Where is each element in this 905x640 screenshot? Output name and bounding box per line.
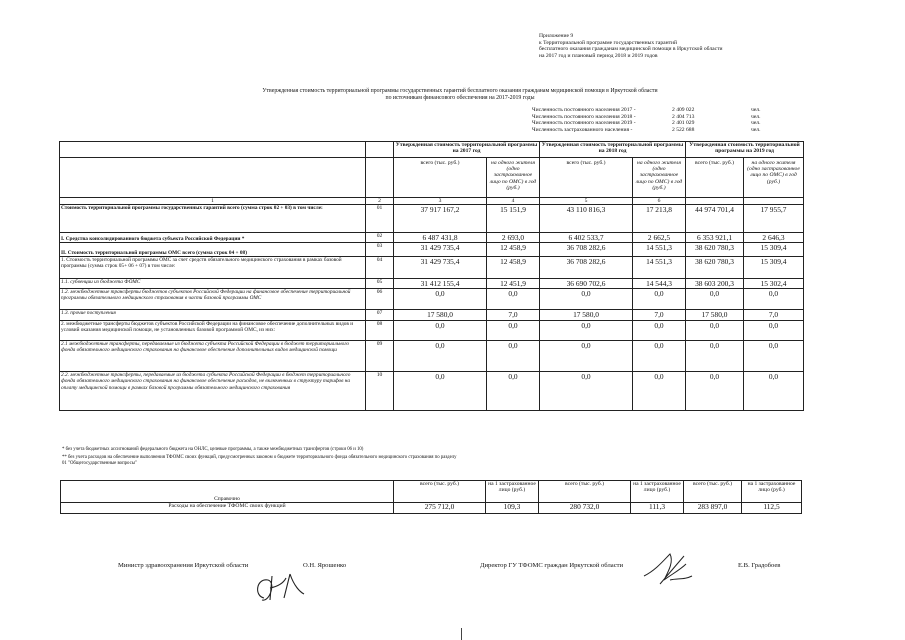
- row-value: 0,0: [633, 341, 686, 372]
- reference-header-total: всего (тыс. руб.): [684, 481, 742, 503]
- row-label: 2.2. межбюджетные трансферты, передаваемые из бюджета субъекта Российской Федерации в бюджет территориального фонда обязательного медицинского страхования на финансовое обеспечение расходов, не включенных в структуру тарифов на оплату медицинской помощи в рамках базовой программы обязательного медицинского страхования: [60, 372, 366, 411]
- reference-row-label: Расходы на обеспечение ТФОМС своих функций: [61, 503, 394, 514]
- row-label: 2. межбюджетные трансферты бюджетов субъектов Российской Федерации на финансовое обеспечение дополнительных видов и условий оказания медицинской помощи, не установленных базовой программой ОМС, из них:: [60, 321, 366, 341]
- reference-value: 283 897,0: [684, 503, 742, 514]
- header-empty: [60, 142, 366, 158]
- population-unit: чел.: [751, 120, 761, 127]
- fold-mark: [461, 628, 462, 640]
- reference-header-per: на 1 застрахованное лицо (руб.): [742, 481, 802, 503]
- row-value: 14 544,3: [633, 279, 686, 289]
- row-value: 0,0: [686, 321, 744, 341]
- row-value: 6 353 921,1: [686, 233, 744, 243]
- population-row: [532, 107, 767, 114]
- row-value: 0,0: [744, 289, 804, 310]
- left-signatory-name: О.Н. Ярошенко: [303, 562, 347, 569]
- row-value: 38 603 200,3: [686, 279, 744, 289]
- appendix-line: к Территориальной программе государственных гарантий: [539, 39, 678, 46]
- row-value: 0,0: [633, 321, 686, 341]
- population-label: Численность застрахованного населения -: [532, 126, 633, 133]
- row-value: 31 429 735,4: [394, 257, 487, 279]
- population-unit: чел.: [751, 113, 761, 120]
- row-value: 0,0: [394, 289, 487, 310]
- left-signatory-title: Министр здравоохранения Иркутской области: [118, 562, 249, 569]
- header-total: всего (тыс. руб.): [686, 158, 744, 198]
- row-value: 36 690 702,6: [540, 279, 633, 289]
- row-value: 17 580,0: [540, 310, 633, 321]
- footnote: ** без учета расходов на обеспечение выполнения ТФОМС своих функций, предусмотренных законом о бюджете территориального фонда обязательного медицинского страхования по разделу: [62, 455, 457, 460]
- row-value: 44 974 701,4: [686, 205, 744, 233]
- row-value: 15 302,4: [744, 279, 804, 289]
- row-code: 10: [366, 372, 394, 411]
- reference-header-per: на 1 застрахованное лицо (руб.): [486, 481, 539, 503]
- row-value: 0,0: [686, 289, 744, 310]
- population-value: 2 404 713: [672, 113, 695, 120]
- table-row: [60, 289, 804, 310]
- row-value: 37 917 167,2: [394, 205, 487, 233]
- population-block: [532, 107, 767, 133]
- header-empty: [366, 158, 394, 198]
- row-value: 0,0: [540, 372, 633, 411]
- row-code: 09: [366, 341, 394, 372]
- row-value: 0,0: [633, 289, 686, 310]
- row-value: 0,0: [633, 372, 686, 411]
- row-value: 14 551,3: [633, 257, 686, 279]
- row-value: 36 708 282,6: [540, 257, 633, 279]
- table-row: [60, 205, 804, 233]
- header-per-person: на одного жителя (одно застрахованное лицо по ОМС) в год (руб.): [487, 158, 540, 198]
- row-value: 38 620 780,3: [686, 243, 744, 257]
- row-value: 0,0: [540, 321, 633, 341]
- row-value: 0,0: [394, 321, 487, 341]
- row-value: 2 646,3: [744, 233, 804, 243]
- right-signatory-name: Е.В. Градобоев: [738, 562, 781, 569]
- row-value: 17 580,0: [686, 310, 744, 321]
- reference-table: [60, 480, 802, 514]
- row-value: 17 580,0: [394, 310, 487, 321]
- population-unit: чел.: [751, 107, 761, 113]
- row-value: 43 110 816,3: [540, 205, 633, 233]
- header-2017: Утвержденная стоимость территориальной программы на 2017 год: [394, 142, 540, 158]
- column-number: 4: [487, 198, 540, 205]
- reference-value: 112,5: [742, 503, 802, 514]
- table-row: [60, 310, 804, 321]
- header-per-person: на одного жителя (одно застрахованное лицо по ОМС) в год (руб.): [633, 158, 686, 198]
- row-label: 1.2. межбюджетные трансферты бюджетов субъектов Российской Федерации на финансовое обеспечение территориальной программы обязательного медицинского страхования в части базовой программы ОМС: [60, 289, 366, 310]
- row-value: 12 458,9: [487, 257, 540, 279]
- row-value: 6 402 533,7: [540, 233, 633, 243]
- row-value: 0,0: [487, 321, 540, 341]
- row-value: 0,0: [744, 341, 804, 372]
- header-total: всего (тыс. руб.): [540, 158, 633, 198]
- reference-header-total: всего (тыс. руб.): [394, 481, 486, 503]
- row-value: 0,0: [744, 372, 804, 411]
- column-number-empty: [744, 198, 804, 205]
- table-row: [60, 257, 804, 279]
- population-value: 2 409 022: [672, 107, 695, 113]
- row-value: 17 213,8: [633, 205, 686, 233]
- appendix-line: бесплатного оказания гражданам медицинской помощи в Иркутской области: [539, 46, 723, 53]
- column-number-empty: [686, 198, 744, 205]
- column-number: 1: [60, 198, 366, 205]
- row-value: 36 708 282,6: [540, 243, 633, 257]
- row-label: 1. Стоимость территориальной программы ОМС за счет средств обязательного медицинского страхования в рамках базовой программы (сумма строк 05+ 06 + 07) в том числе:: [60, 257, 366, 279]
- row-label: 2.1 межбюджетные трансферты, передаваемые из бюджета субъекта Российской Федерации в бюджет территориального фонда обязательного медицинского страхования на финансовое обеспечение дополнительных видов медицинской помощи: [60, 341, 366, 372]
- cost-table: [59, 141, 804, 411]
- population-row: [532, 120, 767, 127]
- row-code: 03: [366, 243, 394, 257]
- row-value: 12 451,9: [487, 279, 540, 289]
- reference-header-total: всего (тыс. руб.): [539, 481, 631, 503]
- header-empty: [60, 158, 366, 198]
- row-value: 15 151,9: [487, 205, 540, 233]
- row-value: 0,0: [487, 372, 540, 411]
- reference-value: 111,3: [631, 503, 684, 514]
- row-label: 1.1. субвенции из бюджета ФОМС: [60, 279, 366, 289]
- row-value: 12 458,9: [487, 243, 540, 257]
- title-line: по источникам финансового обеспечения на 2017-2019 годы: [385, 95, 535, 101]
- row-label: I. Средства консолидированного бюджета субъекта Российской Федерации *: [60, 233, 366, 243]
- row-value: 0,0: [487, 341, 540, 372]
- header-total: всего (тыс. руб.): [394, 158, 487, 198]
- row-value: 0,0: [394, 372, 487, 411]
- row-value: 0,0: [540, 341, 633, 372]
- row-label: Стоимость территориальной программы государственных гарантий всего (сумма строк 02 + 03) в том числе:: [60, 205, 366, 233]
- reference-header-per: на 1 застрахованное лицо (руб.): [631, 481, 684, 503]
- row-code: 01: [366, 205, 394, 233]
- appendix-line: Приложение 9: [539, 33, 574, 39]
- table-row: [60, 372, 804, 411]
- header-2019: Утвержденная стоимость территориальной программы на 2019 год: [686, 142, 804, 158]
- row-value: 14 551,3: [633, 243, 686, 257]
- table-row: [60, 279, 804, 289]
- table-row: [60, 341, 804, 372]
- reference-value: 109,3: [486, 503, 539, 514]
- header-2018: Утвержденная стоимость территориальной программы на 2018 год: [540, 142, 686, 158]
- population-value: 2 401 029: [672, 120, 695, 127]
- row-value: 7,0: [487, 310, 540, 321]
- row-code: 07: [366, 310, 394, 321]
- row-value: 7,0: [744, 310, 804, 321]
- column-number: 2: [366, 198, 394, 205]
- row-value: 31 429 735,4: [394, 243, 487, 257]
- population-row: [532, 114, 767, 121]
- column-number: 5: [540, 198, 633, 205]
- row-code: 02: [366, 233, 394, 243]
- population-label: Численность постоянного населения 2019 -: [532, 120, 636, 127]
- right-signature-image: [640, 550, 700, 590]
- footnote: 01 "Общегосударственные вопросы": [62, 461, 137, 466]
- row-value: 31 412 155,4: [394, 279, 487, 289]
- population-row: [532, 127, 767, 134]
- population-value: 2 522 688: [672, 126, 695, 133]
- footnote: * без учета бюджетных ассигнований федерального бюджета на ОНЛС, целевые программы, а также межбюджетных трансфертов (строки 06 и 10): [62, 447, 364, 452]
- table-row: [60, 321, 804, 341]
- table-row: [60, 243, 804, 257]
- header-empty: [366, 142, 394, 158]
- appendix-line: на 2017 год и плановый период 2018 и 2019 годов: [539, 52, 658, 59]
- population-label: Численность постоянного населения 2018 -: [532, 113, 636, 120]
- row-code: 08: [366, 321, 394, 341]
- document-title: [150, 88, 770, 102]
- row-value: 7,0: [633, 310, 686, 321]
- row-value: 0,0: [487, 289, 540, 310]
- reference-title: Справочно: [61, 481, 394, 503]
- row-label: 1.3. прочие поступления: [60, 310, 366, 321]
- row-value: 15 309,4: [744, 257, 804, 279]
- row-value: 0,0: [686, 372, 744, 411]
- row-code: 06: [366, 289, 394, 310]
- row-value: 2 693,0: [487, 233, 540, 243]
- row-value: 17 955,7: [744, 205, 804, 233]
- population-label: Численность постоянного населения 2017 -: [532, 107, 636, 113]
- row-value: 6 487 431,8: [394, 233, 487, 243]
- row-code: 05: [366, 279, 394, 289]
- column-number: 6: [633, 198, 686, 205]
- population-unit: чел.: [751, 126, 761, 133]
- reference-value: 280 732,0: [539, 503, 631, 514]
- row-value: 38 620 780,3: [686, 257, 744, 279]
- column-number: 3: [394, 198, 487, 205]
- row-value: 2 662,5: [633, 233, 686, 243]
- row-value: 0,0: [744, 321, 804, 341]
- reference-value: 275 712,0: [394, 503, 486, 514]
- row-label: II. Стоимость территориальной программы ОМС всего (сумма строк 04 + 08): [60, 243, 366, 257]
- header-per-person: на одного жителя (одно застрахованное лицо по ОМС) в год (руб.): [744, 158, 804, 198]
- row-value: 15 309,4: [744, 243, 804, 257]
- right-signatory-title: Директор ГУ ТФОМС граждан Иркутской области: [480, 562, 624, 569]
- row-code: 04: [366, 257, 394, 279]
- title-line: Утвержденная стоимость территориальной программы государственных гарантий бесплатного оказания гражданам медицинской помощи в Иркутской области: [262, 88, 658, 94]
- table-row: [60, 233, 804, 243]
- left-signature-image: [250, 568, 310, 608]
- row-value: 0,0: [686, 341, 744, 372]
- appendix-note: [539, 33, 723, 59]
- row-value: 0,0: [540, 289, 633, 310]
- row-value: 0,0: [394, 341, 487, 372]
